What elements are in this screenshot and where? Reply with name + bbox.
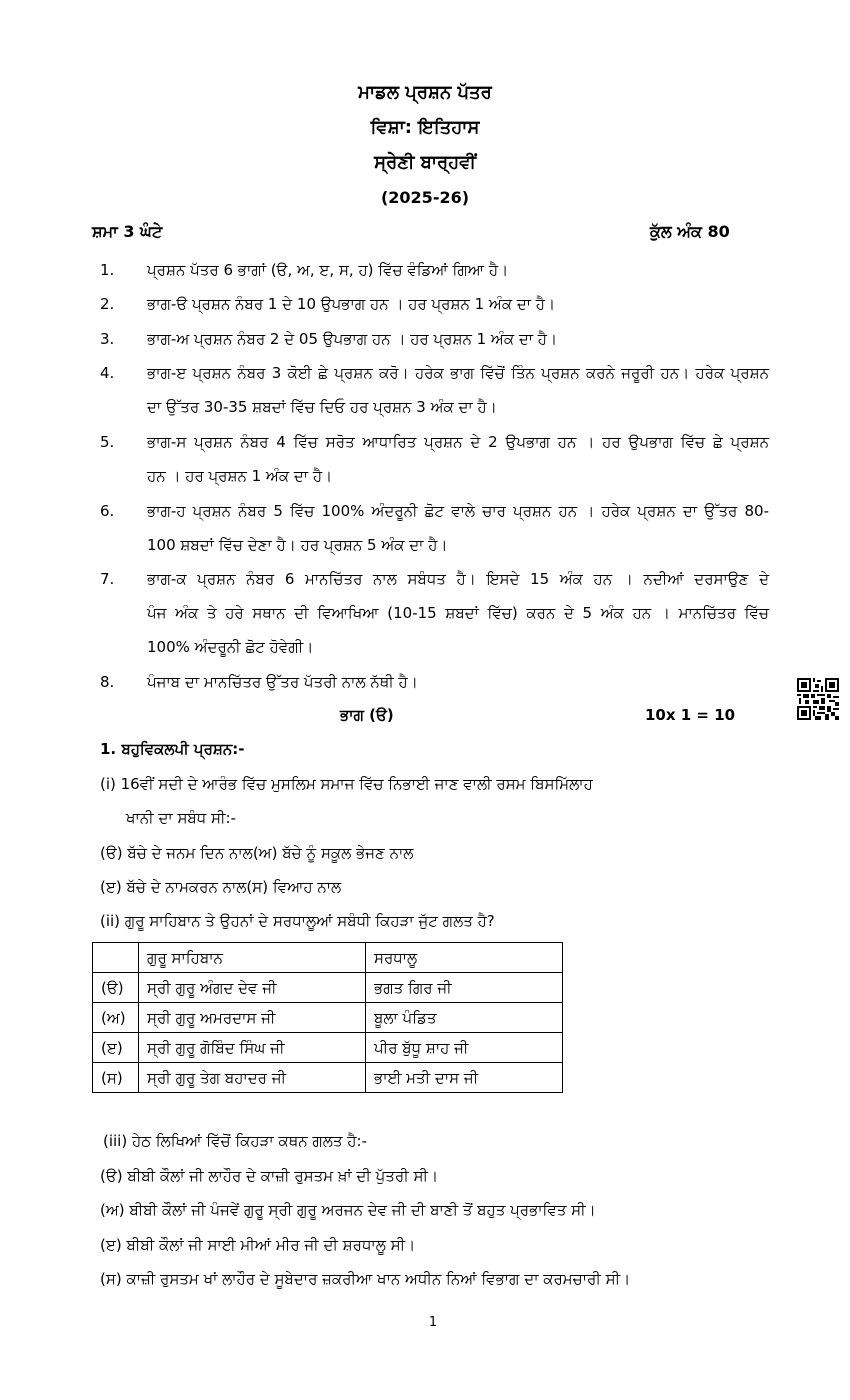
table-cell: ਬੂਲਾ ਪੰਡਿਤ xyxy=(366,1003,563,1033)
instruction-number: 3. xyxy=(100,330,115,348)
question-text: (ii) ਗੁਰੂ ਸਾਹਿਬਾਨ ਤੇ ਉਹਨਾਂ ਦੇ ਸਰਧਾਲੂਆਂ ਸਬੰਧੀ ਕਿਹੜਾ ਜੁੱਟ ਗਲਤ ਹੈ? xyxy=(100,912,495,930)
instruction-text: ਪ੍ਰਸ਼ਨ ਪੱਤਰ 6 ਭਾਗਾਂ (ੳ, ਅ, ੲ, ਸ, ਹ) ਵਿੱਚ ਵੰਡਿਆਂ ਗਿਆ ਹੈ। xyxy=(147,261,509,279)
section-title: ਭਾਗ (ੳ) xyxy=(340,706,394,724)
instruction-text: ਹਨ । ਹਰ ਪ੍ਰਸ਼ਨ 1 ਅੰਕ ਦਾ ਹੈ। xyxy=(147,467,333,485)
instruction-text: 100% ਅੰਦਰੂਨੀ ਛੋਟ ਹੋਵੇਗੀ। xyxy=(147,638,314,656)
table-header-cell: ਗੁਰੂ ਸਾਹਿਬਾਨ xyxy=(139,943,366,973)
paper-title: ਮਾਡਲ ਪ੍ਰਸ਼ਨ ਪੱਤਰ xyxy=(358,82,492,103)
question-text: (i) 16ਵੀਂ ਸਦੀ ਦੇ ਆਰੰਭ ਵਿੱਚ ਮੁਸਲਿਮ ਸਮਾਜ ਵਿੱਚ ਨਿਭਾਈ ਜਾਣ ਵਾਲੀ ਰਸਮ ਬਿਸਮਿੱਲਾਹ xyxy=(100,775,593,793)
instruction-text: ਭਾਗ-ਅ ਪ੍ਰਸ਼ਨ ਨੰਬਰ 2 ਦੇ 05 ਉਪਭਾਗ ਹਨ । ਹਰ ਪ੍ਰਸ਼ਨ 1 ਅੰਕ ਦਾ ਹੈ। xyxy=(147,330,558,348)
instruction-text: ਪੰਜ ਅੰਕ ਤੇ ਹਰੇ ਸਥਾਨ ਦੀ ਵਿਆਖਿਆ (10-15 ਸ਼ਬਦਾਂ ਵਿੱਚ) ਕਰਨ ਦੇ 5 ਅੰਕ ਹਨ । ਮਾਨਚਿੱਤਰ ਵਿੱਚ xyxy=(147,604,769,622)
page-number: 1 xyxy=(428,1315,438,1330)
instruction-number: 4. xyxy=(100,364,115,382)
option-text: (ੲ) ਬੱਚੇ ਦੇ ਨਾਮਕਰਨ ਨਾਲ(ਸ) ਵਿਆਹ ਨਾਲ xyxy=(100,878,342,896)
pairs-table xyxy=(92,942,563,1093)
table-cell: ਸ੍ਰੀ ਗੁਰੂ ਅਮਰਦਾਸ ਜੀ xyxy=(139,1003,366,1033)
table-row xyxy=(93,973,563,1003)
table-row xyxy=(93,1033,563,1063)
instruction-text: ਭਾਗ-ੲ ਪ੍ਰਸ਼ਨ ਨੰਬਰ 3 ਕੋਈ ਛੇ ਪ੍ਰਸ਼ਨ ਕਰੋ। ਹਰੇਕ ਭਾਗ ਵਿੱਚੋਂ ਤਿੰਨ ਪ੍ਰਸ਼ਨ ਕਰਨੇ ਜਰੂਰੀ ਹਨ। ਹਰੇਕ ਪ੍ਰਸ਼ਨ xyxy=(147,364,769,382)
instruction-number: 7. xyxy=(100,570,115,588)
question-text: (iii) ਹੇਠ ਲਿਖਿਆਂ ਵਿੱਚੋਂ ਕਿਹੜਾ ਕਥਨ ਗਲਤ ਹੈ:- xyxy=(103,1132,367,1150)
table-header-cell: ਸਰਧਾਲੂ xyxy=(366,943,563,973)
subject-line: ਵਿਸ਼ਾ: ਇਤਿਹਾਸ xyxy=(370,117,480,138)
question-heading: 1. ਬਹੁਵਿਕਲਪੀ ਪ੍ਰਸ਼ਨ:- xyxy=(100,740,245,758)
section-marks: 10x 1 = 10 xyxy=(645,706,736,724)
instruction-text: ਭਾਗ-ਸ ਪ੍ਰਸ਼ਨ ਨੰਬਰ 4 ਵਿੱਚ ਸਰੋਤ ਆਧਾਰਿਤ ਪ੍ਰਸ਼ਨ ਦੇ 2 ਉਪਭਾਗ ਹਨ । ਹਰ ਉਪਭਾਗ ਵਿੱਚ ਛੇ ਪ੍ਰਸ਼ਨ xyxy=(147,433,769,451)
instruction-text: 100 ਸ਼ਬਦਾਂ ਵਿੱਚ ਦੇਣਾ ਹੈ। ਹਰ ਪ੍ਰਸ਼ਨ 5 ਅੰਕ ਦਾ ਹੈ। xyxy=(147,536,448,554)
class-line: ਸ੍ਰੇਣੀ ਬਾਰ੍ਹਵੀਂ xyxy=(374,152,476,173)
option-text: (ਅ) ਬੀਬੀ ਕੌਲਾਂ ਜੀ ਪੰਜਵੇਂ ਗੁਰੂ ਸ੍ਰੀ ਗੁਰੂ ਅਰਜਨ ਦੇਵ ਜੀ ਦੀ ਬਾਣੀ ਤੋਂ ਬਹੁਤ ਪ੍ਰਭਾਵਿਤ ਸੀ। xyxy=(100,1201,596,1219)
instruction-number: 1. xyxy=(100,261,115,279)
table-cell: (ੲ) xyxy=(93,1033,139,1063)
instruction-number: 8. xyxy=(100,673,115,691)
instruction-number: 6. xyxy=(100,502,115,520)
table-row xyxy=(93,1063,563,1093)
instruction-number: 2. xyxy=(100,295,115,313)
qr-code-icon xyxy=(797,678,839,720)
table-cell: (ਸ) xyxy=(93,1063,139,1093)
table-cell: ਭਗਤ ਗਿਰ ਜੀ xyxy=(366,973,563,1003)
table-cell: (ਅ) xyxy=(93,1003,139,1033)
instruction-text: ਪੰਜਾਬ ਦਾ ਮਾਨਚਿੱਤਰ ਉੱਤਰ ਪੱਤਰੀ ਨਾਲ ਨੱਥੀ ਹੈ। xyxy=(147,673,418,691)
option-text: (ੳ) ਬੀਬੀ ਕੌਲਾਂ ਜੀ ਲਾਹੌਰ ਦੇ ਕਾਜ਼ੀ ਰੁਸਤਮ ਖ਼ਾਂ ਦੀ ਪੁੱਤਰੀ ਸੀ। xyxy=(100,1167,439,1185)
table-cell: ਸ੍ਰੀ ਗੁਰੂ ਤੇਗ ਬਹਾਦਰ ਜੀ xyxy=(139,1063,366,1093)
session-line: (2025-26) xyxy=(380,188,470,207)
instruction-number: 5. xyxy=(100,433,115,451)
table-cell: ਸ੍ਰੀ ਗੁਰੂ ਗੋਬਿੰਦ ਸਿੰਘ ਜੀ xyxy=(139,1033,366,1063)
instruction-text: ਭਾਗ-ਕ ਪ੍ਰਸ਼ਨ ਨੰਬਰ 6 ਮਾਨਚਿੱਤਰ ਨਾਲ ਸਬੰਧਤ ਹੈ। ਇਸਦੇ 15 ਅੰਕ ਹਨ । ਨਦੀਆਂ ਦਰਸਾਉਣ ਦੇ xyxy=(147,570,769,588)
option-text: (ੳ) ਬੱਚੇ ਦੇ ਜਨਮ ਦਿਨ ਨਾਲ(ਅ) ਬੱਚੇ ਨੂੰ ਸਕੂਲ ਭੇਜਣ ਨਾਲ xyxy=(100,844,414,862)
table-cell: ਪੀਰ ਬੁੱਧੂ ਸ਼ਾਹ ਜੀ xyxy=(366,1033,563,1063)
table-header-row xyxy=(93,943,563,973)
question-text: ਖਾਨੀ ਦਾ ਸਬੰਧ ਸੀ:- xyxy=(126,809,236,827)
option-text: (ਸ) ਕਾਜ਼ੀ ਰੁਸਤਮ ਖਾਂ ਲਾਹੌਰ ਦੇ ਸੂਬੇਦਾਰ ਜ਼ਕਰੀਆ ਖਾਨ ਅਧੀਨ ਨਿਆਂ ਵਿਭਾਗ ਦਾ ਕਰਮਚਾਰੀ ਸੀ। xyxy=(100,1270,631,1288)
table-cell: (ੳ) xyxy=(93,973,139,1003)
table-cell: ਸ੍ਰੀ ਗੁਰੂ ਅੰਗਦ ਦੇਵ ਜੀ xyxy=(139,973,366,1003)
table-row xyxy=(93,1003,563,1033)
total-marks-label: ਕੁੱਲ ਅੰਕ 80 xyxy=(650,222,730,241)
instruction-text: ਭਾਗ-ੳ ਪ੍ਰਸ਼ਨ ਨੰਬਰ 1 ਦੇ 10 ਉਪਭਾਗ ਹਨ । ਹਰ ਪ੍ਰਸ਼ਨ 1 ਅੰਕ ਦਾ ਹੈ। xyxy=(147,295,556,313)
time-label: ਸ਼ਮਾ 3 ਘੰਟੇ xyxy=(92,222,163,241)
instruction-text: ਦਾ ਉੱਤਰ 30-35 ਸ਼ਬਦਾਂ ਵਿੱਚ ਦਿਓ ਹਰ ਪ੍ਰਸ਼ਨ 3 ਅੰਕ ਦਾ ਹੈ। xyxy=(147,398,497,416)
instruction-text: ਭਾਗ-ਹ ਪ੍ਰਸ਼ਨ ਨੰਬਰ 5 ਵਿੱਚ 100% ਅੰਦਰੂਨੀ ਛੋਟ ਵਾਲੇ ਚਾਰ ਪ੍ਰਸ਼ਨ ਹਨ । ਹਰੇਕ ਪ੍ਰਸ਼ਨ ਦਾ ਉੱਤਰ 80- xyxy=(147,502,769,520)
option-text: (ੲ) ਬੀਬੀ ਕੌਲਾਂ ਜੀ ਸਾਈ ਮੀਆਂ ਮੀਰ ਜੀ ਦੀ ਸ਼ਰਧਾਲੂ ਸੀ। xyxy=(100,1236,416,1254)
table-header-cell xyxy=(93,943,139,973)
table-cell: ਭਾਈ ਮਤੀ ਦਾਸ ਜੀ xyxy=(366,1063,563,1093)
